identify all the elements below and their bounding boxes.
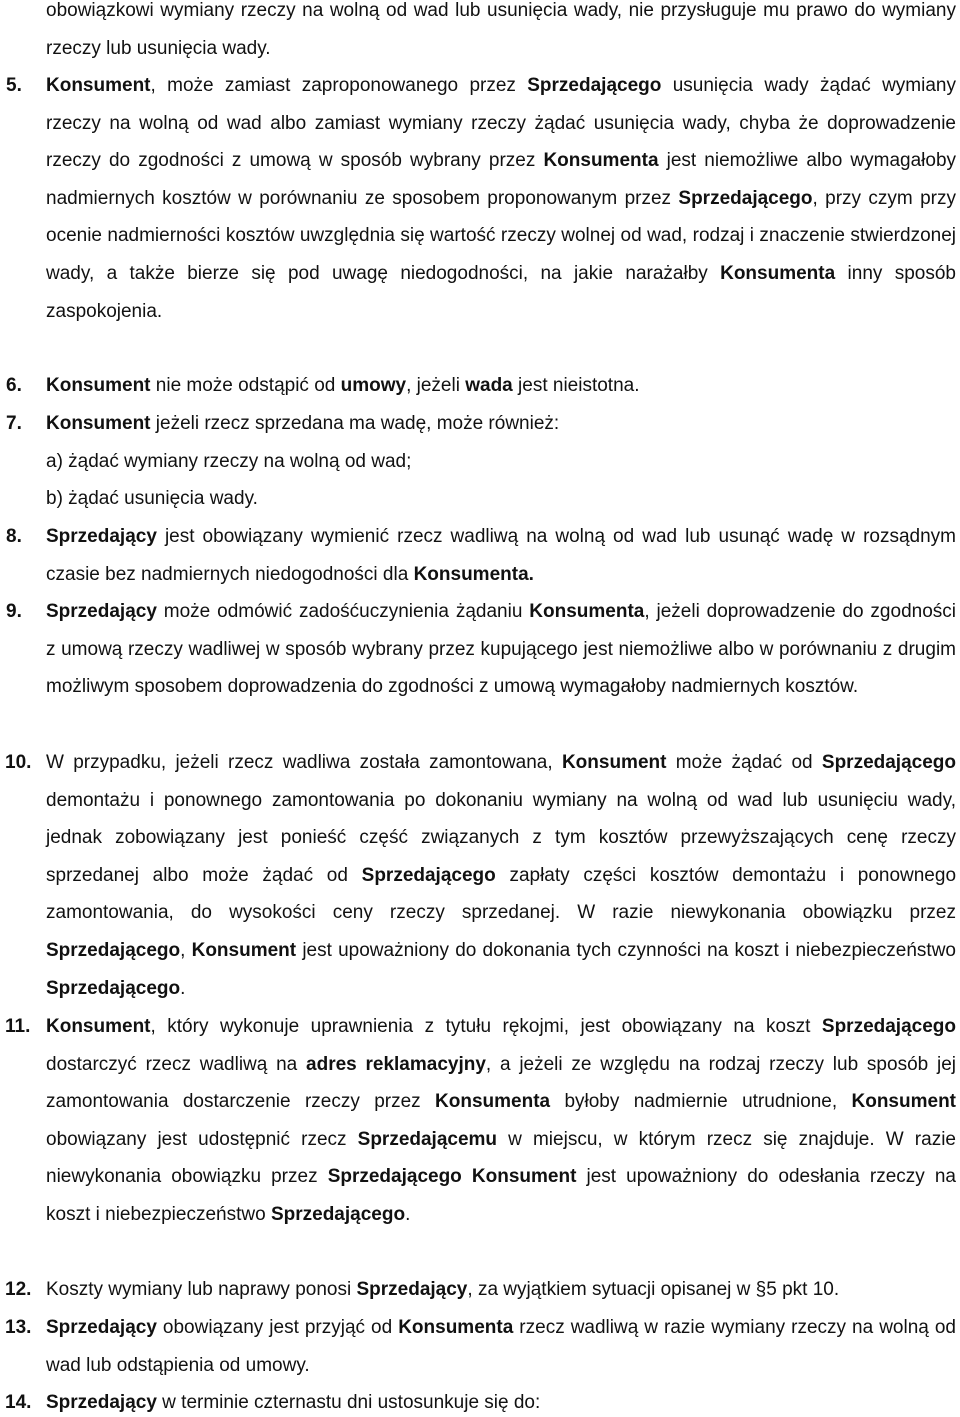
item-number: 10. (5, 752, 32, 773)
item-number: 5. (6, 75, 22, 96)
text-run: jest upoważniony do odesłania rzeczy na koszt i niebezpieczeństwo (46, 1166, 957, 1225)
list-item-5 (0, 67, 960, 330)
text-run: demontażu i ponownego zamontowania po dokonaniu wymiany na wolną od wad lub usunięciu wady, jednak zobowiązany jest ponieść część związanych z tym kosztów przewyższających cenę rzeczy sprzedanej albo może żądać od (46, 789, 956, 886)
text-run: inny sposób zaspokojenia. (46, 262, 956, 322)
item-number: 11. (5, 1016, 31, 1037)
emphasis-term: adres reklamacyjny (306, 1053, 486, 1075)
text-run: , za wyjątkiem sytuacji opisanej w §5 pkt 10. (467, 1279, 840, 1300)
list-item-6 (0, 367, 960, 405)
emphasis-term: Sprzedającego (46, 939, 181, 961)
item-text (46, 405, 956, 443)
item-text (46, 67, 956, 330)
text-run: jest nieistotna. (512, 375, 640, 396)
text-run: obowiązany jest udostępnić rzecz (46, 1128, 358, 1150)
emphasis-term: Sprzedającego (821, 752, 956, 773)
text-run: Koszty wymiany lub naprawy ponosi (46, 1279, 357, 1300)
text-run: usunięcia wady żądać wymiany rzeczy na wolną od wad albo zamiast wymiany rzeczy żądać usunięcia wady, chyba że doprowadzenie rzeczy do zgodności z umową w sposób wybrany przez (46, 75, 956, 172)
item-number: 9. (6, 601, 22, 622)
text-run: jest niemożliwe albo wymagałoby nadmiernych kosztów w porównaniu ze sposobem proponowanym przez (46, 150, 957, 209)
item-text (46, 744, 956, 1007)
emphasis-term: wada (465, 375, 513, 396)
text-run: , przy czym przy ocenie nadmierności kosztów uwzględnia się wartość rzeczy wolnej od wad, rodzaj i znaczenie stwierdzonej wady, a także bierze się pod uwagę niedogodności, na jakie narażałby (46, 187, 957, 284)
emphasis-term: Sprzedający (46, 1317, 157, 1338)
item-text (46, 593, 956, 706)
emphasis-term: Konsument (561, 752, 667, 773)
subitem-a: a) żądać wymiany rzeczy na wolną od wad; (46, 450, 412, 472)
emphasis-term: Konsumenta (398, 1317, 514, 1338)
item-number: 6. (6, 375, 22, 396)
text-run: może żądać od (666, 752, 822, 773)
text-run: , jeżeli (406, 375, 466, 396)
text-run: może odmówić zadośćuczynienia żądaniu (156, 601, 530, 622)
text-run: jest obowiązany wymienić rzecz wadliwą na wolną od wad lub usunąć wadę w rozsądnym czasie bez nadmiernych niedogodności dla (46, 526, 956, 585)
emphasis-term: Sprzedający (46, 601, 157, 622)
emphasis-term: Sprzedający (46, 1392, 157, 1413)
text-run: rzecz wadliwą w razie wymiany rzeczy na wolną od wad lub odstąpienia od umowy. (46, 1317, 956, 1376)
emphasis-term: Konsumenta (720, 262, 836, 284)
emphasis-term: Sprzedającemu (357, 1128, 498, 1150)
emphasis-term: Konsumenta (543, 150, 659, 172)
list-item-9 (0, 593, 960, 706)
list-item-13 (0, 1309, 960, 1384)
emphasis-term: Konsument (46, 1016, 151, 1037)
item-text (46, 1008, 956, 1234)
list-item-7 (0, 405, 960, 510)
item-number: 12. (5, 1279, 32, 1300)
text-run: nie może odstąpić od (150, 375, 341, 396)
text-run: dostarczyć rzecz wadliwą na (46, 1053, 307, 1075)
emphasis-term: Sprzedający (356, 1279, 468, 1300)
emphasis-term: Konsument (851, 1091, 956, 1113)
text-run: w miejscu, w którym rzecz się znajduje. W razie niewykonania obowiązku przez (46, 1128, 956, 1188)
emphasis-term: Sprzedającego (678, 187, 813, 209)
text-run: obowiązany jest przyjąć od (156, 1317, 399, 1338)
emphasis-term: umowy (340, 375, 407, 396)
emphasis-term: Konsumenta. (413, 563, 534, 585)
item-number: 8. (6, 526, 22, 547)
item-text (46, 367, 956, 405)
item-text (46, 1309, 956, 1384)
item-text (46, 518, 956, 593)
text-run: jeżeli rzecz sprzedana ma wadę, może również: (150, 413, 560, 434)
item-number: 13. (5, 1317, 32, 1338)
emphasis-term: Sprzedającego (821, 1016, 956, 1037)
text-run: w terminie czternastu dni ustosunkuje się do: (156, 1392, 541, 1413)
text-run: , a jeżeli ze względu na rodzaj rzeczy lub sposób jej zamontowania dostarczenie rzeczy przez (46, 1053, 956, 1113)
text-run: W przypadku, jeżeli rzecz wadliwa została zamontowana, (46, 752, 562, 773)
emphasis-term: Sprzedającego (361, 864, 496, 886)
item-text (46, 1271, 956, 1309)
text-run: , który wykonuje uprawnienia z tytułu rękojmi, jest obowiązany na koszt (150, 1016, 822, 1037)
text-run: obowiązkowi wymiany rzeczy na wolną od wad lub usunięcia wady, nie przysługuje mu prawo do wymiany rzeczy lub usunięcia wady. (46, 0, 956, 59)
text-run: jest upoważniony do dokonania tych czynności na koszt i niebezpieczeństwo (296, 939, 957, 961)
text-run: zapłaty części kosztów demontażu i ponownego zamontowania, do wysokości ceny rzeczy sprzedanej. W razie niewykonania obowiązku przez (46, 864, 957, 924)
emphasis-term: Konsument (46, 75, 151, 96)
text-run: , jeżeli doprowadzenie do zgodności z umową rzeczy wadliwej w sposób wybrany przez kupującego jest niemożliwe albo w porównaniu z drugim możliwym sposobem doprowadzenia do zgodności z umową wymagałoby nadmiernych kosztów. (46, 601, 956, 698)
emphasis-term: Konsument (46, 375, 151, 396)
item-text (46, 1384, 956, 1417)
text-run: . (405, 1203, 411, 1225)
continuation-paragraph (0, 0, 960, 67)
emphasis-term: Sprzedający (46, 526, 157, 547)
text-run: , (180, 939, 192, 961)
list-item-10 (0, 744, 960, 1007)
list-item-12 (0, 1271, 960, 1309)
paragraph-text (46, 0, 956, 67)
text-run: , może zamiast zaproponowanego przez (150, 75, 528, 96)
subitem-b: b) żądać usunięcia wady. (46, 488, 258, 510)
text-run: byłoby nadmiernie utrudnione, (550, 1091, 852, 1113)
list-item-8 (0, 518, 960, 593)
emphasis-term: Sprzedającego (527, 75, 662, 96)
list-item-11 (0, 1008, 960, 1234)
emphasis-term: Konsument (191, 939, 297, 961)
list-item-14 (0, 1384, 960, 1417)
text-run: . (180, 977, 186, 999)
emphasis-term: Konsumenta (529, 601, 645, 622)
emphasis-term: Sprzedającego (46, 977, 181, 999)
emphasis-term: Konsument (46, 413, 151, 434)
item-number: 14. (5, 1392, 32, 1413)
item-number: 7. (6, 413, 22, 434)
emphasis-term: Konsumenta (435, 1091, 551, 1113)
emphasis-term: Sprzedającego (270, 1203, 406, 1225)
emphasis-term: Sprzedającego Konsument (327, 1166, 577, 1188)
